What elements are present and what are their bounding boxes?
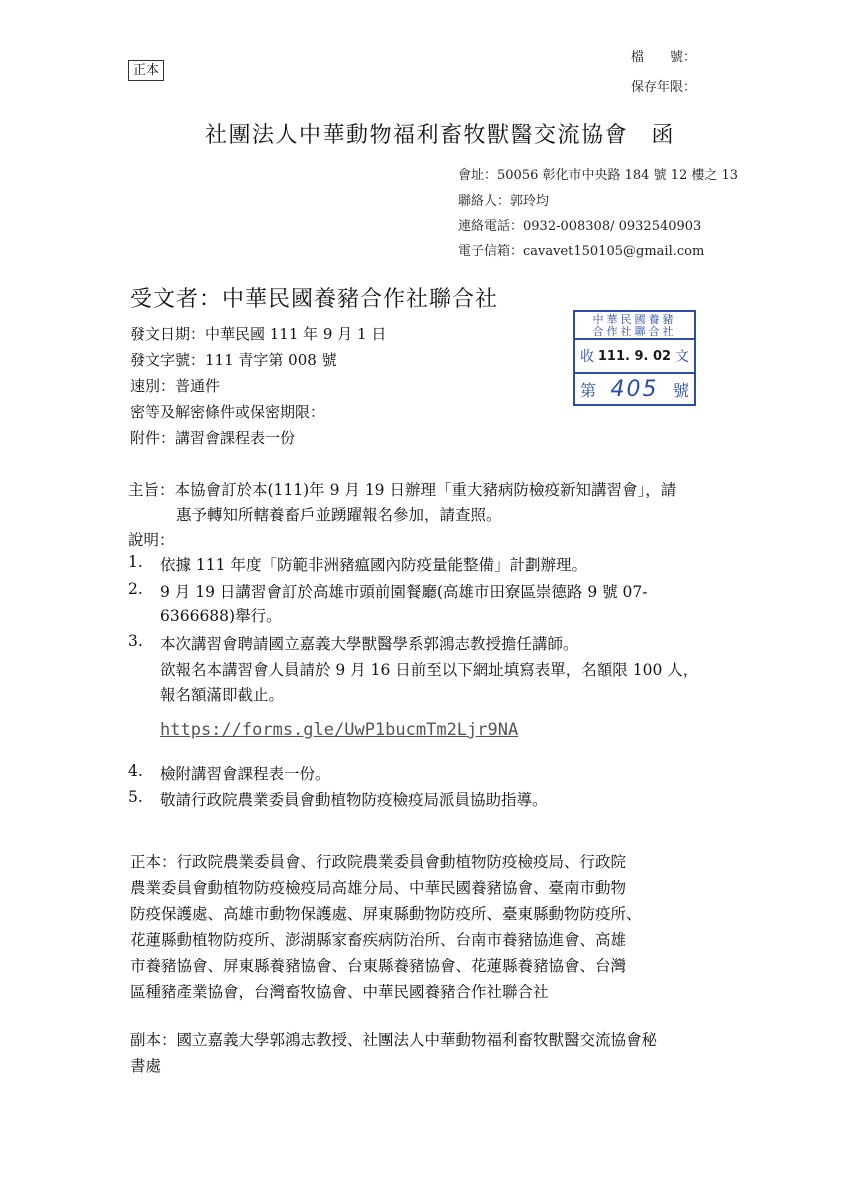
item-line: 檢附講習會課程表一份。: [160, 765, 331, 783]
item-line: 9 月 19 日講習會訂於高雄市頭前園餐廳(高雄市田寮區崇德路 9 號 07-: [160, 583, 648, 601]
receipt-stamp: [573, 310, 696, 406]
item-number: 2.: [128, 580, 143, 598]
stamp-org-line1: 中華民國養豬: [592, 313, 677, 326]
item-line: 本次講習會聘請國立嘉義大學獸醫學系郭鴻志教授擔任講師。: [160, 635, 579, 653]
item-line: 欲報名本講習會人員請於 9 月 16 日前至以下網址填寫表單，名額限 100 人，: [160, 661, 699, 679]
main-recipients-line: 防疫保護處、高雄市動物保護處、屏東縣動物防疫所、臺東縣動物防疫所、: [130, 905, 642, 923]
stamp-number-suffix: 號: [672, 380, 689, 400]
item-line: 6366688)舉行。: [160, 607, 282, 625]
item-number: 5.: [128, 788, 143, 806]
stamp-org-line2: 合作社聯合社: [592, 325, 677, 338]
copy-type-box: 正本: [128, 60, 164, 81]
explanation-label: 說明：: [128, 531, 175, 549]
stamp-number: 405: [610, 376, 659, 402]
main-recipients-line: 花蓮縣動植物防疫所、澎湖縣家畜疾病防治所、台南市養豬協進會、高雄: [130, 931, 627, 949]
contact-person: 聯絡人：郭玲均: [458, 194, 550, 209]
doc-number: 發文字號：111 青字第 008 號: [130, 351, 337, 369]
item-number: 1.: [128, 553, 143, 571]
item-line: 依據 111 年度「防範非洲豬瘟國內防疫量能整備」計劃辦理。: [160, 556, 587, 574]
item-line: 敬請行政院農業委員會動植物防疫檢疫局派員協助指導。: [160, 791, 548, 809]
stamp-date: 111. 9. 02: [597, 348, 672, 364]
item-number: 4.: [128, 762, 143, 780]
stamp-doc-char: 文: [674, 349, 689, 365]
contact-email: 電子信箱：cavavet150105@gmail.com: [458, 244, 705, 259]
contact-phone: 連絡電話：0932-008308/ 0932540903: [458, 219, 702, 234]
stamp-date-row: [575, 340, 694, 374]
recipient-line: 受文者：中華民國養豬合作社聯合社: [130, 287, 499, 312]
subject-line-1: 主旨：本協會訂於本(111)年 9 月 19 日辦理「重大豬病防檢疫新知講習會」，請: [128, 481, 677, 499]
contact-address: 會址：50056 彰化市中央路 184 號 12 樓之 13: [458, 168, 739, 183]
main-recipients-line: 市養豬協會、屏東縣養豬協會、台東縣養豬協會、花蓮縣養豬協會、台灣: [130, 957, 627, 975]
subject-line-2: 惠予轉知所轄養畜戶並踴躍報名參加，請查照。: [176, 506, 502, 524]
speed-field: 速別：普通件: [130, 377, 221, 395]
retention-label: 保存年限：: [631, 80, 697, 95]
stamp-receive-char: 收: [580, 349, 594, 365]
organization-title: 社團法人中華動物福利畜牧獸醫交流協會 函: [205, 123, 676, 148]
stamp-org: [575, 312, 694, 340]
stamp-number-row: [575, 374, 694, 404]
file-number-label: 檔 號：: [631, 50, 697, 65]
copy-recipients-line: 書處: [130, 1057, 162, 1075]
security-field: 密等及解密條件或保密期限：: [130, 403, 326, 421]
item-number: 3.: [128, 632, 143, 650]
main-recipients-line: 農業委員會動植物防疫檢疫局高雄分局、中華民國養豬協會、臺南市動物: [130, 879, 627, 897]
item-line: 報名額滿即截止。: [160, 686, 285, 704]
attachment-field: 附件：講習會課程表一份: [130, 429, 296, 447]
registration-link[interactable]: https://forms.gle/UwP1bucmTm2Ljr9NA: [160, 720, 519, 740]
issue-date: 發文日期：中華民國 111 年 9 月 1 日: [130, 325, 387, 343]
copy-recipients-line: 副本：國立嘉義大學郭鴻志教授、社團法人中華動物福利畜牧獸醫交流協會秘: [130, 1031, 658, 1049]
stamp-number-prefix: 第: [580, 380, 597, 400]
main-recipients-line: 正本：行政院農業委員會、行政院農業委員會動植物防疫檢疫局、行政院: [130, 853, 627, 871]
main-recipients-line: 區種豬產業協會，台灣畜牧協會、中華民國養豬合作社聯合社: [130, 983, 549, 1001]
